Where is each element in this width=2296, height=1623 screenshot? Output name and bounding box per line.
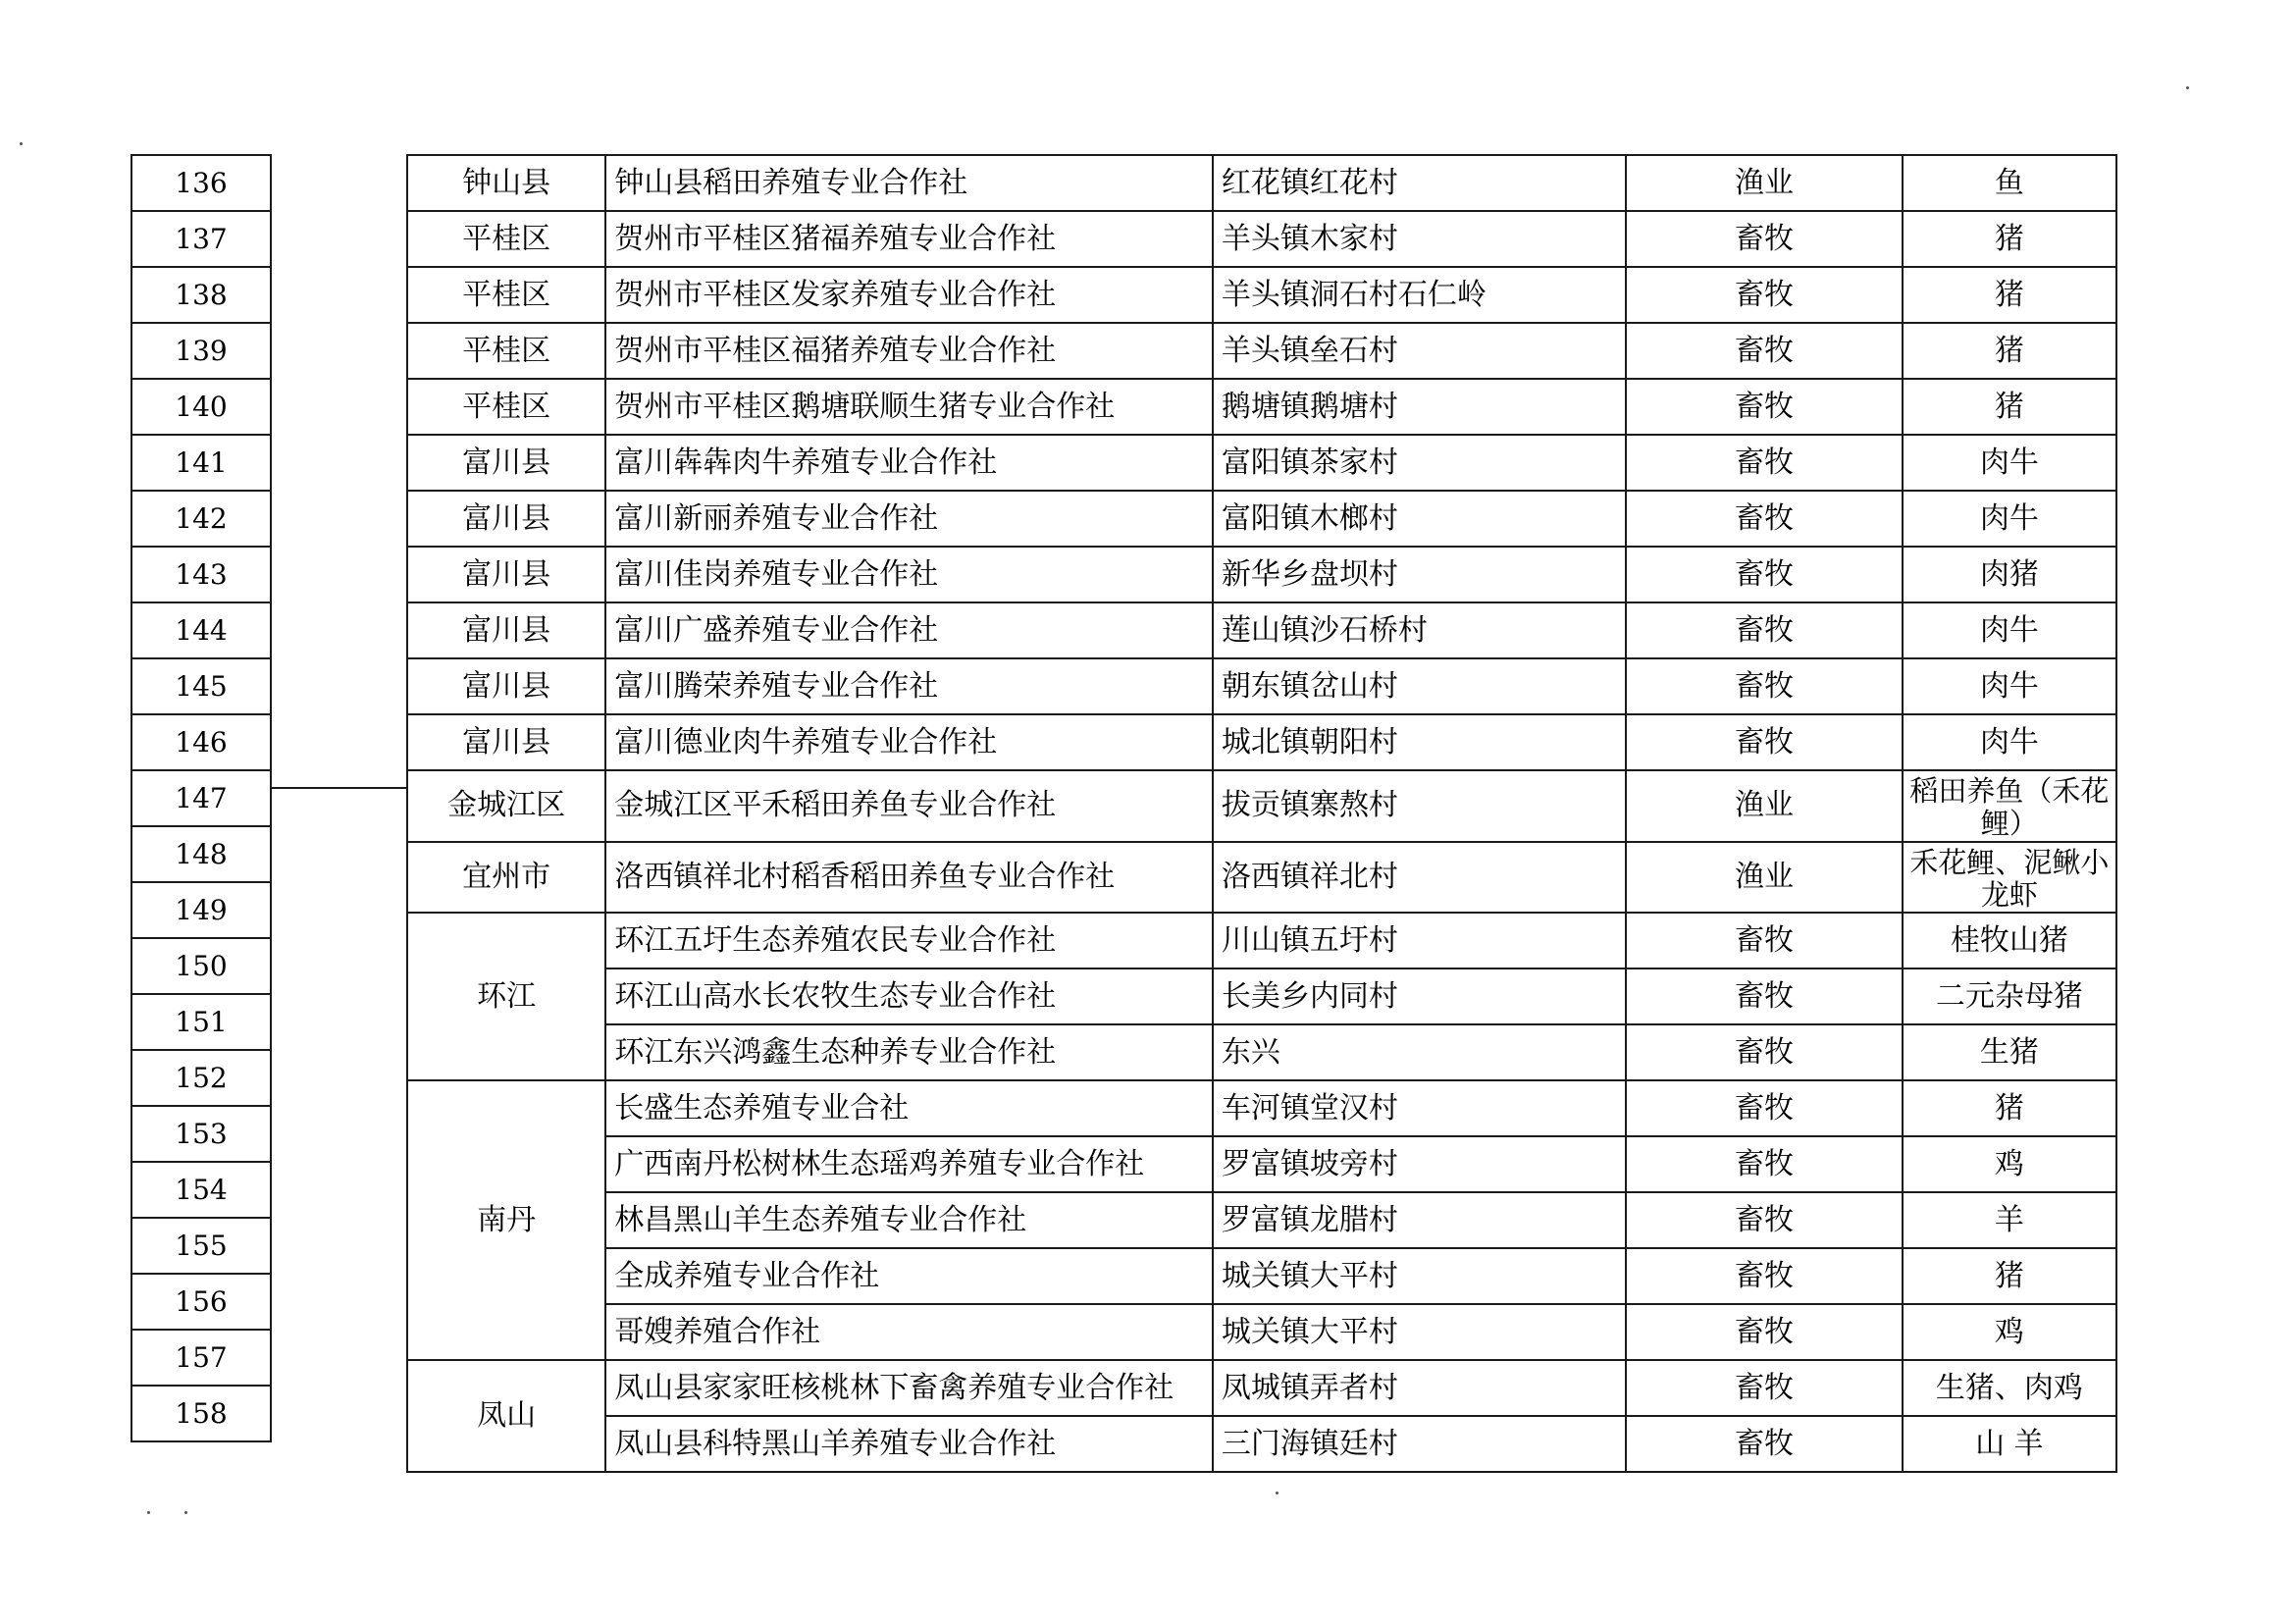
serial-number: 158 — [131, 1386, 271, 1441]
cooperative-name-cell: 洛西镇祥北村稻香稻田养鱼专业合作社 — [605, 842, 1213, 914]
county-cell: 金城江区 — [407, 770, 605, 842]
industry-cell: 渔业 — [1626, 155, 1902, 211]
location-cell: 新华乡盘坝村 — [1213, 547, 1626, 602]
product-cell: 禾花鲤、泥鳅小龙虾 — [1903, 842, 2116, 914]
industry-cell: 畜牧 — [1626, 1248, 1902, 1304]
county-cell: 富川县 — [407, 658, 605, 714]
table-row — [131, 1050, 271, 1106]
product-cell: 二元杂母猪 — [1903, 969, 2116, 1024]
location-cell: 长美乡内同村 — [1213, 969, 1626, 1024]
table-row — [131, 1330, 271, 1386]
county-cell: 平桂区 — [407, 267, 605, 323]
location-cell: 富阳镇木榔村 — [1213, 491, 1626, 547]
cooperative-name-cell: 富川德业肉牛养殖专业合作社 — [605, 714, 1213, 770]
connector-line — [272, 787, 408, 789]
table-row — [407, 211, 2116, 267]
cooperative-name-cell: 林昌黑山羊生态养殖专业合作社 — [605, 1192, 1213, 1248]
county-cell: 钟山县 — [407, 155, 605, 211]
table-row — [407, 379, 2116, 435]
county-cell: 富川县 — [407, 714, 605, 770]
industry-cell: 畜牧 — [1626, 1080, 1902, 1136]
product-cell: 生猪、肉鸡 — [1903, 1360, 2116, 1416]
table-row — [131, 826, 271, 882]
scan-speck — [184, 1511, 187, 1514]
table-row — [407, 1024, 2116, 1080]
industry-cell: 畜牧 — [1626, 1304, 1902, 1360]
county-cell: 凤山 — [407, 1360, 605, 1472]
location-cell: 羊头镇垒石村 — [1213, 323, 1626, 379]
table-row — [407, 658, 2116, 714]
table-row — [131, 435, 271, 491]
table-row — [407, 770, 2116, 842]
industry-cell: 畜牧 — [1626, 267, 1902, 323]
table-row — [407, 842, 2116, 914]
serial-number: 143 — [131, 547, 271, 602]
product-cell: 羊 — [1903, 1192, 2116, 1248]
industry-cell: 畜牧 — [1626, 658, 1902, 714]
cooperative-name-cell: 贺州市平桂区福猪养殖专业合作社 — [605, 323, 1213, 379]
product-cell: 生猪 — [1903, 1024, 2116, 1080]
location-cell: 城关镇大平村 — [1213, 1248, 1626, 1304]
table-row — [131, 994, 271, 1050]
serial-number: 146 — [131, 714, 271, 770]
cooperative-table — [406, 154, 2117, 1473]
industry-cell: 畜牧 — [1626, 1416, 1902, 1472]
table-row — [407, 1192, 2116, 1248]
county-cell: 宜州市 — [407, 842, 605, 914]
serial-number: 138 — [131, 267, 271, 323]
table-row — [407, 155, 2116, 211]
cooperative-name-cell: 凤山县家家旺核桃林下畜禽养殖专业合作社 — [605, 1360, 1213, 1416]
county-cell: 富川县 — [407, 547, 605, 602]
serial-number: 139 — [131, 323, 271, 379]
location-cell: 川山镇五圩村 — [1213, 913, 1626, 969]
cooperative-name-cell: 哥嫂养殖合作社 — [605, 1304, 1213, 1360]
cooperative-name-cell: 富川佳岗养殖专业合作社 — [605, 547, 1213, 602]
product-cell: 肉牛 — [1903, 714, 2116, 770]
table-row — [131, 323, 271, 379]
table-row — [131, 602, 271, 658]
product-cell: 肉牛 — [1903, 435, 2116, 491]
serial-number: 150 — [131, 938, 271, 994]
industry-cell: 畜牧 — [1626, 379, 1902, 435]
serial-number: 151 — [131, 994, 271, 1050]
serial-number: 144 — [131, 602, 271, 658]
table-row — [131, 491, 271, 547]
county-cell: 环江 — [407, 913, 605, 1080]
cooperative-name-cell: 富川犇犇肉牛养殖专业合作社 — [605, 435, 1213, 491]
scan-speck — [2186, 86, 2189, 89]
county-cell: 富川县 — [407, 602, 605, 658]
industry-cell: 畜牧 — [1626, 547, 1902, 602]
industry-cell: 畜牧 — [1626, 1136, 1902, 1192]
product-cell: 肉牛 — [1903, 491, 2116, 547]
location-cell: 三门海镇廷村 — [1213, 1416, 1626, 1472]
scan-speck — [147, 1511, 150, 1514]
scan-speck — [20, 142, 23, 145]
product-cell: 稻田养鱼（禾花鲤） — [1903, 770, 2116, 842]
county-cell: 富川县 — [407, 491, 605, 547]
cooperative-name-cell: 全成养殖专业合作社 — [605, 1248, 1213, 1304]
product-cell: 山 羊 — [1903, 1416, 2116, 1472]
location-cell: 车河镇堂汉村 — [1213, 1080, 1626, 1136]
table-row — [131, 658, 271, 714]
table-row — [131, 1386, 271, 1441]
county-cell: 平桂区 — [407, 211, 605, 267]
product-cell: 猪 — [1903, 1248, 2116, 1304]
table-row — [407, 323, 2116, 379]
industry-cell: 畜牧 — [1626, 1192, 1902, 1248]
table-row — [407, 1416, 2116, 1472]
cooperative-name-cell: 环江东兴鸿鑫生态种养专业合作社 — [605, 1024, 1213, 1080]
cooperative-name-cell: 贺州市平桂区鹅塘联顺生猪专业合作社 — [605, 379, 1213, 435]
industry-cell: 畜牧 — [1626, 913, 1902, 969]
location-cell: 城关镇大平村 — [1213, 1304, 1626, 1360]
table-row — [131, 155, 271, 211]
serial-number: 154 — [131, 1162, 271, 1218]
location-cell: 富阳镇茶家村 — [1213, 435, 1626, 491]
product-cell: 猪 — [1903, 211, 2116, 267]
table-row — [407, 714, 2116, 770]
table-row — [131, 1162, 271, 1218]
cooperative-name-cell: 广西南丹松树林生态瑶鸡养殖专业合作社 — [605, 1136, 1213, 1192]
cooperative-name-cell: 富川广盛养殖专业合作社 — [605, 602, 1213, 658]
product-cell: 猪 — [1903, 379, 2116, 435]
county-cell: 平桂区 — [407, 379, 605, 435]
table-row — [407, 913, 2116, 969]
county-cell: 南丹 — [407, 1080, 605, 1360]
location-cell: 羊头镇洞石村石仁岭 — [1213, 267, 1626, 323]
industry-cell: 畜牧 — [1626, 211, 1902, 267]
cooperative-name-cell: 环江山高水长农牧生态专业合作社 — [605, 969, 1213, 1024]
serial-number: 145 — [131, 658, 271, 714]
location-cell: 罗富镇龙腊村 — [1213, 1192, 1626, 1248]
table-row — [407, 1248, 2116, 1304]
table-row — [407, 1136, 2116, 1192]
location-cell: 凤城镇弄者村 — [1213, 1360, 1626, 1416]
serial-number: 155 — [131, 1218, 271, 1274]
table-row — [131, 267, 271, 323]
serial-number: 140 — [131, 379, 271, 435]
serial-number-column — [130, 154, 272, 1442]
table-row — [407, 969, 2116, 1024]
serial-number: 152 — [131, 1050, 271, 1106]
table-row — [131, 379, 271, 435]
cooperative-name-cell: 富川新丽养殖专业合作社 — [605, 491, 1213, 547]
cooperative-name-cell: 贺州市平桂区猪福养殖专业合作社 — [605, 211, 1213, 267]
industry-cell: 渔业 — [1626, 770, 1902, 842]
scan-speck — [1276, 1492, 1278, 1494]
table-row — [131, 1218, 271, 1274]
industry-cell: 畜牧 — [1626, 435, 1902, 491]
product-cell: 肉猪 — [1903, 547, 2116, 602]
serial-number: 149 — [131, 882, 271, 938]
product-cell: 鱼 — [1903, 155, 2116, 211]
industry-cell: 畜牧 — [1626, 1360, 1902, 1416]
industry-cell: 畜牧 — [1626, 491, 1902, 547]
county-cell: 平桂区 — [407, 323, 605, 379]
table-row — [131, 1274, 271, 1330]
serial-number: 136 — [131, 155, 271, 211]
location-cell: 罗富镇坡旁村 — [1213, 1136, 1626, 1192]
cooperative-name-cell: 富川腾荣养殖专业合作社 — [605, 658, 1213, 714]
table-row — [131, 938, 271, 994]
table-row — [131, 1106, 271, 1162]
product-cell: 肉牛 — [1903, 658, 2116, 714]
serial-number: 157 — [131, 1330, 271, 1386]
table-row — [407, 491, 2116, 547]
table-row — [407, 602, 2116, 658]
location-cell: 莲山镇沙石桥村 — [1213, 602, 1626, 658]
industry-cell: 畜牧 — [1626, 969, 1902, 1024]
location-cell: 拔贡镇寨熬村 — [1213, 770, 1626, 842]
cooperative-name-cell: 环江五圩生态养殖农民专业合作社 — [605, 913, 1213, 969]
table-row — [131, 714, 271, 770]
location-cell: 红花镇红花村 — [1213, 155, 1626, 211]
product-cell: 桂牧山猪 — [1903, 913, 2116, 969]
table-row — [407, 267, 2116, 323]
product-cell: 猪 — [1903, 323, 2116, 379]
product-cell: 猪 — [1903, 267, 2116, 323]
table-row — [407, 435, 2116, 491]
cooperative-name-cell: 凤山县科特黑山羊养殖专业合作社 — [605, 1416, 1213, 1472]
serial-number: 148 — [131, 826, 271, 882]
location-cell: 朝东镇岔山村 — [1213, 658, 1626, 714]
industry-cell: 畜牧 — [1626, 602, 1902, 658]
product-cell: 肉牛 — [1903, 602, 2116, 658]
product-cell: 鸡 — [1903, 1136, 2116, 1192]
industry-cell: 畜牧 — [1626, 323, 1902, 379]
serial-number: 156 — [131, 1274, 271, 1330]
serial-number: 153 — [131, 1106, 271, 1162]
location-cell: 城北镇朝阳村 — [1213, 714, 1626, 770]
table-row — [131, 211, 271, 267]
industry-cell: 畜牧 — [1626, 714, 1902, 770]
cooperative-name-cell: 金城江区平禾稻田养鱼专业合作社 — [605, 770, 1213, 842]
county-cell: 富川县 — [407, 435, 605, 491]
location-cell: 鹅塘镇鹅塘村 — [1213, 379, 1626, 435]
cooperative-name-cell: 贺州市平桂区发家养殖专业合作社 — [605, 267, 1213, 323]
table-row — [131, 882, 271, 938]
cooperative-name-cell: 长盛生态养殖专业合社 — [605, 1080, 1213, 1136]
cooperative-name-cell: 钟山县稻田养殖专业合作社 — [605, 155, 1213, 211]
table-row — [407, 547, 2116, 602]
serial-number: 142 — [131, 491, 271, 547]
location-cell: 羊头镇木家村 — [1213, 211, 1626, 267]
location-cell: 洛西镇祥北村 — [1213, 842, 1626, 914]
product-cell: 猪 — [1903, 1080, 2116, 1136]
table-row — [131, 770, 271, 826]
table-row — [407, 1304, 2116, 1360]
table-row — [131, 547, 271, 602]
industry-cell: 畜牧 — [1626, 1024, 1902, 1080]
serial-number: 147 — [131, 770, 271, 826]
table-row — [407, 1360, 2116, 1416]
table-row — [407, 1080, 2116, 1136]
industry-cell: 渔业 — [1626, 842, 1902, 914]
serial-number: 137 — [131, 211, 271, 267]
product-cell: 鸡 — [1903, 1304, 2116, 1360]
location-cell: 东兴 — [1213, 1024, 1626, 1080]
serial-number: 141 — [131, 435, 271, 491]
